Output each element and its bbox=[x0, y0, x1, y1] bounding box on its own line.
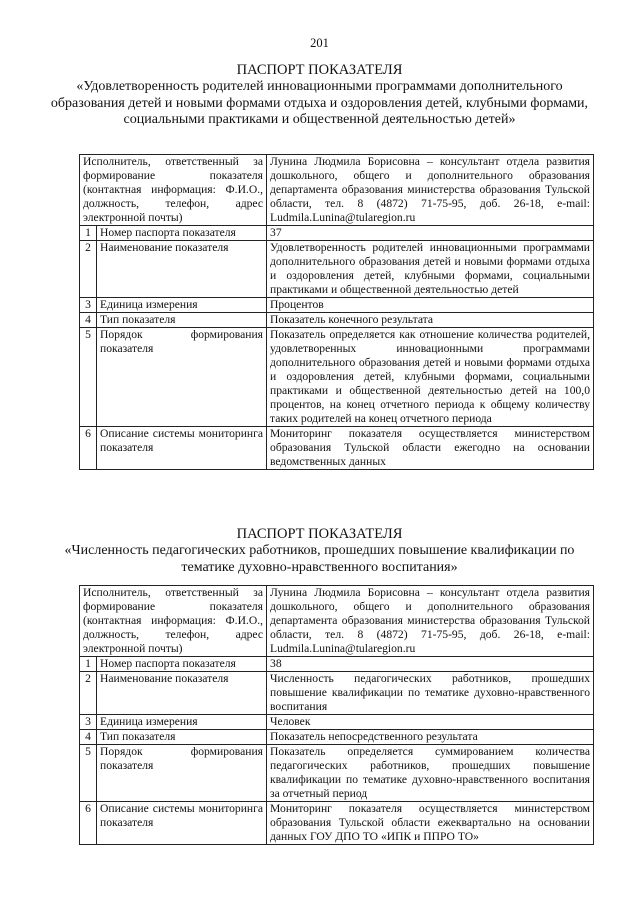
table-row bbox=[80, 241, 594, 298]
passport-subtitle: «Удовлетворенность родителей инновационными программами дополнительного образования детей и новыми формами отдыха и оздоровления детей, клубными формами, социальными практиками и общественной деятельностью детей» bbox=[50, 79, 589, 127]
row-label: Наименование показателя bbox=[97, 672, 267, 715]
row-label: Наименование показателя bbox=[97, 241, 267, 298]
row-number: 5 bbox=[80, 328, 97, 427]
row-label: Номер паспорта показателя bbox=[97, 226, 267, 241]
executor-row bbox=[80, 155, 594, 226]
executor-row bbox=[80, 586, 594, 657]
table-row bbox=[80, 802, 594, 845]
table-row bbox=[80, 745, 594, 802]
row-number: 6 bbox=[80, 427, 97, 470]
row-value: 37 bbox=[267, 226, 594, 241]
row-value: Процентов bbox=[267, 298, 594, 313]
row-value: Удовлетворенность родителей инновационными программами дополнительного образования детей и новыми формами отдыха и оздоровления детей, клубными формами, социальными практиками и общественной деятельностью детей bbox=[267, 241, 594, 298]
row-value: Численность педагогических работников, прошедших повышение квалификации по тематике духовно-нравственного воспитания bbox=[267, 672, 594, 715]
table-row bbox=[80, 298, 594, 313]
executor-value: Лунина Людмила Борисовна – консультант отдела развития дошкольного, общего и дополнительного образования департамента образования министерства образования Тульской области, тел. 8 (4872) 71-75-95, доб. 26-18, e-mail: Ludmila.Lunina@tularegion.ru bbox=[267, 155, 594, 226]
executor-label: Исполнитель, ответственный за формирование показателя (контактная информация: Ф.И.О., должность, телефон, адрес электронной почты) bbox=[80, 586, 267, 657]
row-number: 6 bbox=[80, 802, 97, 845]
row-number: 4 bbox=[80, 730, 97, 745]
table-row bbox=[80, 657, 594, 672]
passport-header-1 bbox=[0, 62, 639, 129]
passport-title: ПАСПОРТ ПОКАЗАТЕЛЯ bbox=[236, 62, 403, 78]
row-number: 2 bbox=[80, 672, 97, 715]
row-value: Показатель непосредственного результата bbox=[267, 730, 594, 745]
row-value: Показатель определяется как отношение количества родителей, удовлетворенных инновационными программами дополнительного образования детей и новыми формами отдыха и оздоровления детей, клубными формами, социальными практиками и общественной деятельностью детей на 100,0 процентов, на конец отчетного периода к общему количеству таких родителей на конец отчетного периода bbox=[267, 328, 594, 427]
passport-header-2 bbox=[0, 526, 639, 576]
row-number: 1 bbox=[80, 226, 97, 241]
row-label: Единица измерения bbox=[97, 298, 267, 313]
passport-title: ПАСПОРТ ПОКАЗАТЕЛЯ bbox=[236, 526, 403, 542]
row-number: 4 bbox=[80, 313, 97, 328]
table-row bbox=[80, 715, 594, 730]
table-row bbox=[80, 672, 594, 715]
table-row bbox=[80, 328, 594, 427]
table-row bbox=[80, 730, 594, 745]
table-row bbox=[80, 313, 594, 328]
row-number: 3 bbox=[80, 715, 97, 730]
row-number: 3 bbox=[80, 298, 97, 313]
row-label: Порядок формирования показателя bbox=[97, 328, 267, 427]
row-value: 38 bbox=[267, 657, 594, 672]
passport-table-2 bbox=[79, 585, 594, 845]
row-number: 5 bbox=[80, 745, 97, 802]
row-label: Описание системы мониторинга показателя bbox=[97, 802, 267, 845]
row-value: Показатель конечного результата bbox=[267, 313, 594, 328]
row-value: Мониторинг показателя осуществляется министерством образования Тульской области ежеквартально на основании данных ГОУ ДПО ТО «ИПК и ППРО ТО» bbox=[267, 802, 594, 845]
passport-subtitle: «Численность педагогических работников, прошедших повышение квалификации по тематике духовно-нравственного воспитания» bbox=[64, 543, 575, 575]
row-label: Описание системы мониторинга показателя bbox=[97, 427, 267, 470]
executor-value: Лунина Людмила Борисовна – консультант отдела развития дошкольного, общего и дополнительного образования департамента образования министерства образования Тульской области, тел. 8 (4872) 71-75-95, доб. 26-18, e-mail: Ludmila.Lunina@tularegion.ru bbox=[267, 586, 594, 657]
row-label: Тип показателя bbox=[97, 313, 267, 328]
row-value: Показатель определяется суммированием количества педагогических работников, прошедших повышение квалификации по тематике духовно-нравственного воспитания за отчетный период bbox=[267, 745, 594, 802]
passport-table-1 bbox=[79, 154, 594, 470]
page-number: 201 bbox=[310, 36, 329, 50]
table-row bbox=[80, 226, 594, 241]
row-label: Порядок формирования показателя bbox=[97, 745, 267, 802]
row-label: Тип показателя bbox=[97, 730, 267, 745]
row-value: Мониторинг показателя осуществляется министерством образования Тульской области ежегодно на основании ведомственных данных bbox=[267, 427, 594, 470]
row-number: 2 bbox=[80, 241, 97, 298]
row-label: Номер паспорта показателя bbox=[97, 657, 267, 672]
table-row bbox=[80, 427, 594, 470]
row-value: Человек bbox=[267, 715, 594, 730]
row-label: Единица измерения bbox=[97, 715, 267, 730]
row-number: 1 bbox=[80, 657, 97, 672]
executor-label: Исполнитель, ответственный за формирование показателя (контактная информация: Ф.И.О., должность, телефон, адрес электронной почты) bbox=[80, 155, 267, 226]
